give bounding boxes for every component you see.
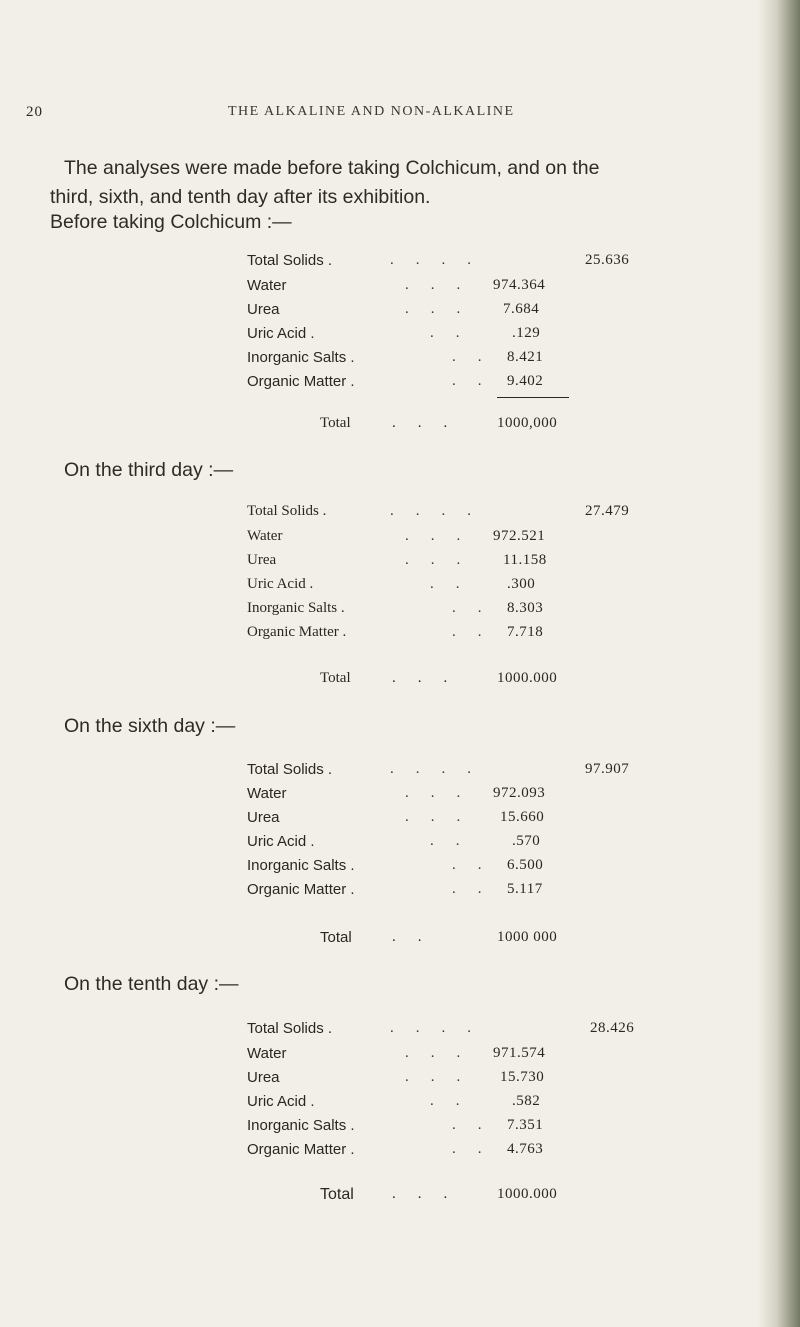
- total-value: 1000.000: [497, 1186, 558, 1202]
- row-value: 972.521: [493, 528, 546, 544]
- leader-dots: ...: [392, 670, 470, 686]
- leader-dots: ..: [452, 349, 504, 365]
- row-label: Urea: [247, 301, 280, 318]
- table-row: [0, 833, 800, 855]
- row-label: Uric Acid .: [247, 1093, 315, 1110]
- row-label: Water: [247, 1045, 287, 1062]
- row-label: Organic Matter .: [247, 881, 355, 898]
- binding-edge-shadow: [758, 0, 800, 1327]
- row-label: Inorganic Salts .: [247, 1117, 355, 1134]
- total-label: Total: [320, 1186, 354, 1203]
- row-value: 27.479: [585, 503, 630, 519]
- leader-dots: ....: [390, 252, 493, 268]
- leader-dots: ...: [405, 1045, 483, 1061]
- table-row: [0, 373, 800, 395]
- table-row: [0, 277, 800, 299]
- row-value: 25.636: [585, 252, 630, 268]
- leader-dots: ..: [452, 1117, 504, 1133]
- total-label: Total: [320, 929, 352, 946]
- section-heading-tenth-day: On the tenth day :—: [64, 973, 239, 995]
- table-row: [0, 301, 800, 323]
- row-value: 7.718: [507, 624, 544, 640]
- intro-line-2: third, sixth, and tenth day after its exhibition.: [50, 186, 431, 208]
- table-row: [0, 881, 800, 903]
- section-heading-sixth-day: On the sixth day :—: [64, 715, 236, 737]
- row-value: 5.117: [507, 881, 543, 897]
- leader-dots: ....: [390, 503, 493, 519]
- row-label: Water: [247, 785, 287, 802]
- leader-dots: ...: [405, 301, 483, 317]
- row-value: .300: [507, 576, 536, 592]
- section-heading-third-day: On the third day :—: [64, 459, 234, 481]
- table-row: [0, 624, 800, 646]
- running-head: THE ALKALINE AND NON-ALKALINE: [228, 104, 515, 119]
- table-row: [0, 576, 800, 598]
- row-label: Inorganic Salts .: [247, 349, 355, 366]
- total-label: Total: [320, 415, 351, 431]
- table-row-total-solids: [0, 1020, 800, 1042]
- leader-dots: ...: [405, 809, 483, 825]
- row-label: Uric Acid .: [247, 576, 314, 592]
- table-row-total-solids: [0, 761, 800, 783]
- table-row: [0, 785, 800, 807]
- row-value: 8.421: [507, 349, 544, 365]
- table-row-total-solids: [0, 252, 800, 274]
- row-label: Total Solids .: [247, 252, 333, 269]
- row-label: Water: [247, 277, 287, 294]
- leader-dots: ..: [430, 576, 482, 592]
- total-value: 1000 000: [497, 929, 558, 945]
- table-row: [0, 552, 800, 574]
- leader-dots: ....: [390, 761, 493, 777]
- table-row: [0, 809, 800, 831]
- row-label: Uric Acid .: [247, 833, 315, 850]
- row-value: 15.730: [500, 1069, 545, 1085]
- row-label: Organic Matter .: [247, 373, 355, 390]
- row-value: 6.500: [507, 857, 544, 873]
- row-label: Urea: [247, 809, 280, 826]
- row-value: 28.426: [590, 1020, 635, 1036]
- leader-dots: ...: [392, 415, 470, 431]
- row-value: .582: [512, 1093, 541, 1109]
- leader-dots: ..: [452, 881, 504, 897]
- row-value: 8.303: [507, 600, 544, 616]
- leader-dots: ...: [392, 1186, 470, 1202]
- row-label: Total Solids .: [247, 503, 327, 519]
- leader-dots: ...: [405, 785, 483, 801]
- row-value: 972.093: [493, 785, 546, 801]
- leader-dots: ....: [390, 1020, 493, 1036]
- leader-dots: ..: [452, 624, 504, 640]
- table-row-total-solids: [0, 503, 800, 525]
- row-value: 97.907: [585, 761, 630, 777]
- section-heading-before: Before taking Colchicum :—: [50, 211, 292, 233]
- leader-dots: ..: [430, 325, 482, 341]
- row-label: Inorganic Salts .: [247, 600, 345, 616]
- total-value: 1000.000: [497, 670, 558, 686]
- row-value: 974.364: [493, 277, 546, 293]
- leader-dots: ..: [430, 833, 482, 849]
- leader-dots: ...: [405, 552, 483, 568]
- page-number: 20: [26, 104, 43, 120]
- leader-dots: ..: [430, 1093, 482, 1109]
- sum-rule: [497, 397, 569, 398]
- intro-line-1: The analyses were made before taking Colchicum, and on the: [64, 157, 600, 179]
- total-label: Total: [320, 670, 351, 686]
- table-row: [0, 600, 800, 622]
- table-row: [0, 1045, 800, 1067]
- table-row: [0, 857, 800, 879]
- leader-dots: ..: [452, 373, 504, 389]
- row-value: .129: [512, 325, 541, 341]
- row-label: Organic Matter .: [247, 624, 347, 640]
- leader-dots: ..: [452, 857, 504, 873]
- intro-paragraph: [50, 154, 770, 212]
- row-value: 971.574: [493, 1045, 546, 1061]
- row-value: .570: [512, 833, 541, 849]
- table-row: [0, 528, 800, 550]
- row-label: Urea: [247, 1069, 280, 1086]
- leader-dots: ...: [405, 277, 483, 293]
- leader-dots: ...: [405, 528, 483, 544]
- leader-dots: ...: [405, 1069, 483, 1085]
- table-row: [0, 325, 800, 347]
- leader-dots: ..: [452, 1141, 504, 1157]
- leader-dots: ..: [452, 600, 504, 616]
- row-label: Inorganic Salts .: [247, 857, 355, 874]
- table-row: [0, 1069, 800, 1091]
- row-label: Urea: [247, 552, 277, 568]
- row-label: Total Solids .: [247, 761, 333, 778]
- total-value: 1000,000: [497, 415, 558, 431]
- table-row: [0, 1093, 800, 1115]
- row-value: 4.763: [507, 1141, 544, 1157]
- table-row: [0, 1141, 800, 1163]
- row-label: Water: [247, 528, 283, 544]
- row-value: 9.402: [507, 373, 544, 389]
- row-value: 11.158: [503, 552, 547, 568]
- table-row: [0, 1117, 800, 1139]
- table-row: [0, 349, 800, 371]
- row-label: Organic Matter .: [247, 1141, 355, 1158]
- row-label: Uric Acid .: [247, 325, 315, 342]
- leader-dots: ..: [392, 929, 444, 945]
- row-value: 7.351: [507, 1117, 544, 1133]
- row-value: 7.684: [503, 301, 540, 317]
- row-label: Total Solids .: [247, 1020, 333, 1037]
- row-value: 15.660: [500, 809, 545, 825]
